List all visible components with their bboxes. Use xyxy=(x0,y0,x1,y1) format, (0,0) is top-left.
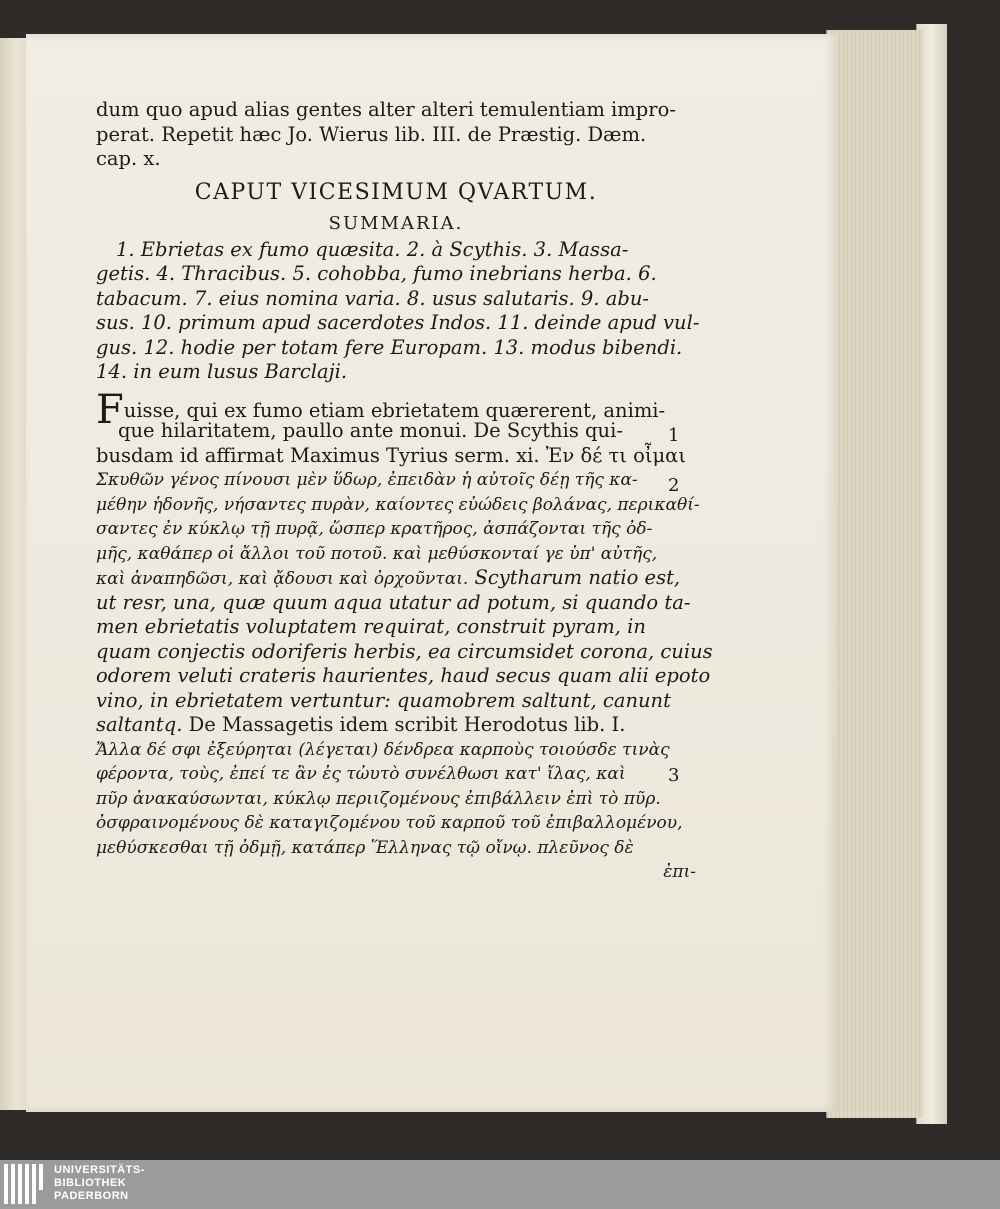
summary-line: 1. Ebrietas ex fumo quæsita. 2. à Scythis. 3. Massa- xyxy=(116,237,629,261)
library-name-line: PADERBORN xyxy=(54,1190,129,1202)
library-footer-bar xyxy=(0,1160,1000,1209)
greek-line: Σκυθῶν γένος πίνουσι μὲν ὕδωρ, ἐπειδὰν ἡ αὐτοῖς δέῃ τῆς κα- xyxy=(96,470,638,490)
greek-fragment: καὶ ἀναπηδῶσι, καὶ ᾄδουσι καὶ ὀρχοῦνται. xyxy=(96,569,469,589)
summary-line: 14. in eum lusus Barclaji. xyxy=(96,360,348,383)
greek-line: πῦρ ἀνακαύσωνται, κύκλῳ περιιζομένους ἐπιβάλλειν ἐπὶ τὸ πῦρ. xyxy=(96,788,661,809)
body-first-text: uisse, qui ex fumo etiam ebrietatem quærerent, animi- xyxy=(123,398,666,422)
margin-number: 1 xyxy=(668,425,680,446)
latin-fragment: saltantq. xyxy=(96,713,183,736)
catchword: ἐπι- xyxy=(663,862,696,882)
greek-line: σαντες ἐν κύκλῳ τῇ πυρᾷ, ὥσπερ κρατῆρος, ἀσπάζονται τῆς ὀδ- xyxy=(96,519,653,539)
drop-cap: F xyxy=(96,386,124,433)
greek-line: Ἄλλα δέ σφι ἐξεύρηται (λέγεται) δένδρεα καρποὺς τοιούσδε τινὰς xyxy=(96,739,670,760)
mixed-line xyxy=(96,566,696,591)
text-line: perat. Repetit hæc Jo. Wierus lib. III. de Præstig. Dæm. xyxy=(96,122,647,146)
greek-line: μέθην ἡδονῆς, νήσαντες πυρὰν, καίοντες εὐώδεις βολάνας, περικαθί- xyxy=(96,494,700,515)
summary-line: tabacum. 7. eius nomina varia. 8. usus salutaris. 9. abu- xyxy=(96,286,649,310)
greek-line: μῆς, καθάπερ οἱ ἄλλοι τοῦ ποτοῦ. καὶ μεθύσκονταί γε ὑπ' αὐτῆς, xyxy=(96,543,658,564)
margin-number: 3 xyxy=(668,765,680,786)
greek-line: μεθύσκεσθαι τῇ ὀδμῇ, κατάπερ Ἕλληνας τῷ οἴνῳ. πλεῦνος δὲ xyxy=(96,837,634,858)
greek-line: ὀσφραινομένους δὲ καταγιζομένου τοῦ καρποῦ τοῦ ἐπιβαλλομένου, xyxy=(96,813,683,833)
chapter-heading: CAPUT VICESIMUM QVARTUM. xyxy=(194,179,598,205)
body-line: que hilaritatem, paullo ante monui. De Scythis qui- xyxy=(118,419,623,442)
text-line: dum quo apud alias gentes alter alteri temulentiam impro- xyxy=(96,98,676,121)
library-name xyxy=(54,1164,145,1203)
left-page-edge xyxy=(0,38,29,1110)
library-logo-icon xyxy=(4,1164,48,1204)
summary-line: getis. 4. Thracibus. 5. cohobba, fumo inebrians herba. 6. xyxy=(96,262,657,285)
latin-line: quam conjectis odoriferis herbis, ea circumsidet corona, cuius xyxy=(96,639,713,663)
mixed-line xyxy=(96,713,696,738)
latin-fragment: Scytharum natio est, xyxy=(474,566,681,589)
body-line: busdam id affirmat Maximus Tyrius serm. xi. Ἐν δέ τι οἶμαι xyxy=(96,443,686,467)
summary-line: gus. 12. hodie per totam fere Europam. 13. modus bibendi. xyxy=(96,335,683,359)
latin-line: men ebrietatis voluptatem requirat, construit pyram, in xyxy=(96,615,646,638)
latin-line: vino, in ebrietatem vertuntur: quamobrem saltunt, canunt xyxy=(96,688,671,712)
library-name-line: BIBLIOTHEK xyxy=(54,1177,127,1189)
text-line: cap. x. xyxy=(96,147,161,170)
greek-line: φέροντα, τοὺς, ἐπεί τε ἂν ἐς τὠυτὸ συνέλθωσι κατ' ἴλας, καὶ xyxy=(96,764,626,784)
latin-line: ut resr, una, quæ quum aqua utatur ad potum, si quando ta- xyxy=(96,590,691,614)
page-text xyxy=(96,98,713,885)
library-name-line: UNIVERSITÄTS- xyxy=(54,1164,145,1176)
summary-heading: SUMMARIA. xyxy=(328,212,464,234)
summary-line: sus. 10. primum apud sacerdotes Indos. 11. deinde apud vul- xyxy=(96,311,700,334)
margin-number: 2 xyxy=(668,475,680,496)
herodotus-text: De Massagetis idem scribit Herodotus lib. I. xyxy=(188,713,626,736)
page-fore-edge xyxy=(826,30,923,1118)
latin-line: odorem veluti crateris haurientes, haud secus quam alii epoto xyxy=(96,664,711,687)
